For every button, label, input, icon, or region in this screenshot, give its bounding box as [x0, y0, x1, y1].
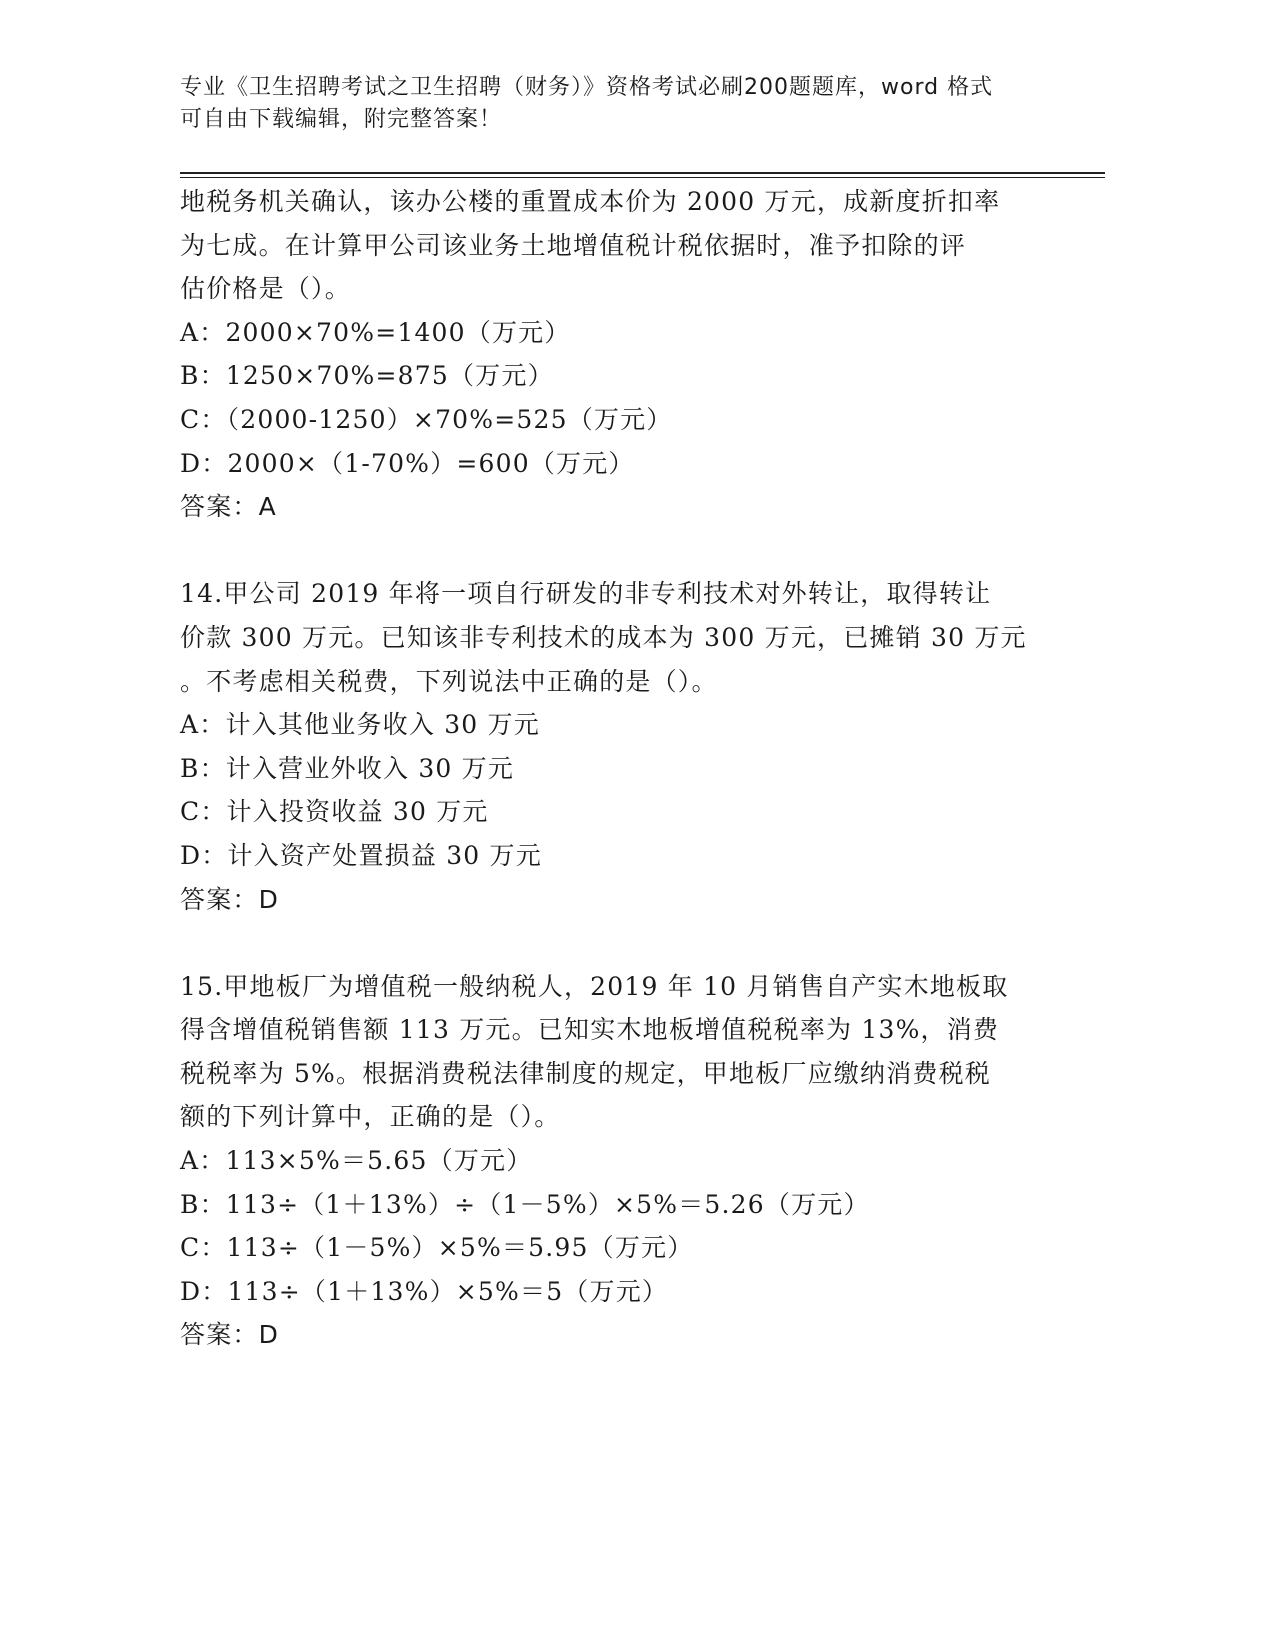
answer-line: 答案：D	[180, 1320, 280, 1350]
question-stem-line: 估价格是（）。	[180, 274, 351, 304]
question-stem-line: 税税率为 5%。根据消费税法律制度的规定，甲地板厂应缴纳消费税税	[180, 1058, 992, 1088]
question-15	[180, 965, 1060, 1357]
question-stem-line: 。不考虑相关税费，下列说法中正确的是（）。	[180, 666, 718, 696]
question-stem-line: 价款 300 万元。已知该非专利技术的成本为 300 万元，已摊销 30 万元	[180, 622, 1027, 652]
question-13	[180, 180, 1060, 529]
option-b: B：计入营业外收入 30 万元	[180, 753, 515, 783]
question-stem-line: 得含增值税销售额 113 万元。已知实木地板增值税税率为 13%，消费	[180, 1015, 1000, 1045]
option-d: D：计入资产处置损益 30 万元	[180, 840, 542, 870]
option-a: A：计入其他业务收入 30 万元	[180, 710, 540, 740]
option-d: D：113÷（1＋13%）×5%＝5（万元）	[180, 1276, 669, 1306]
question-stem-line: 14.甲公司 2019 年将一项自行研发的非专利技术对外转让，取得转让	[180, 579, 992, 609]
question-14	[180, 572, 1060, 921]
header-divider-thick	[180, 172, 1105, 174]
option-c: C：113÷（1－5%）×5%＝5.95（万元）	[180, 1233, 694, 1263]
option-a: A：2000×70%=1400（万元）	[180, 317, 571, 347]
question-stem-line: 额的下列计算中，正确的是（）。	[180, 1102, 561, 1132]
answer-line: 答案：D	[180, 884, 280, 914]
option-b: B：113÷（1＋13%）÷（1－5%）×5%＝5.26（万元）	[180, 1189, 870, 1219]
question-stem-line: 为七成。在计算甲公司该业务土地增值税计税依据时，准予扣除的评	[180, 230, 967, 260]
answer-line: 答案：A	[180, 492, 277, 522]
header-line-1: 专业《卫生招聘考试之卫生招聘（财务）》资格考试必刷200题题库，word 格式	[180, 75, 994, 100]
option-c: C：计入投资收益 30 万元	[180, 797, 489, 827]
option-b: B：1250×70%=875（万元）	[180, 361, 554, 391]
header-line-2: 可自由下载编辑，附完整答案！	[180, 107, 503, 132]
option-a: A：113×5%＝5.65（万元）	[180, 1146, 533, 1176]
header-divider-thin	[180, 177, 1105, 178]
document-header	[180, 72, 1040, 136]
question-stem-line: 地税务机关确认，该办公楼的重置成本价为 2000 万元，成新度折扣率	[180, 187, 1001, 216]
spacer	[180, 529, 1060, 573]
option-c: C：（2000-1250）×70%=525（万元）	[180, 404, 673, 434]
spacer	[180, 921, 1060, 965]
document-body	[180, 180, 1060, 1357]
question-stem-line: 15.甲地板厂为增值税一般纳税人，2019 年 10 月销售自产实木地板取	[180, 971, 1009, 1001]
option-d: D：2000×（1-70%）=600（万元）	[180, 448, 635, 478]
